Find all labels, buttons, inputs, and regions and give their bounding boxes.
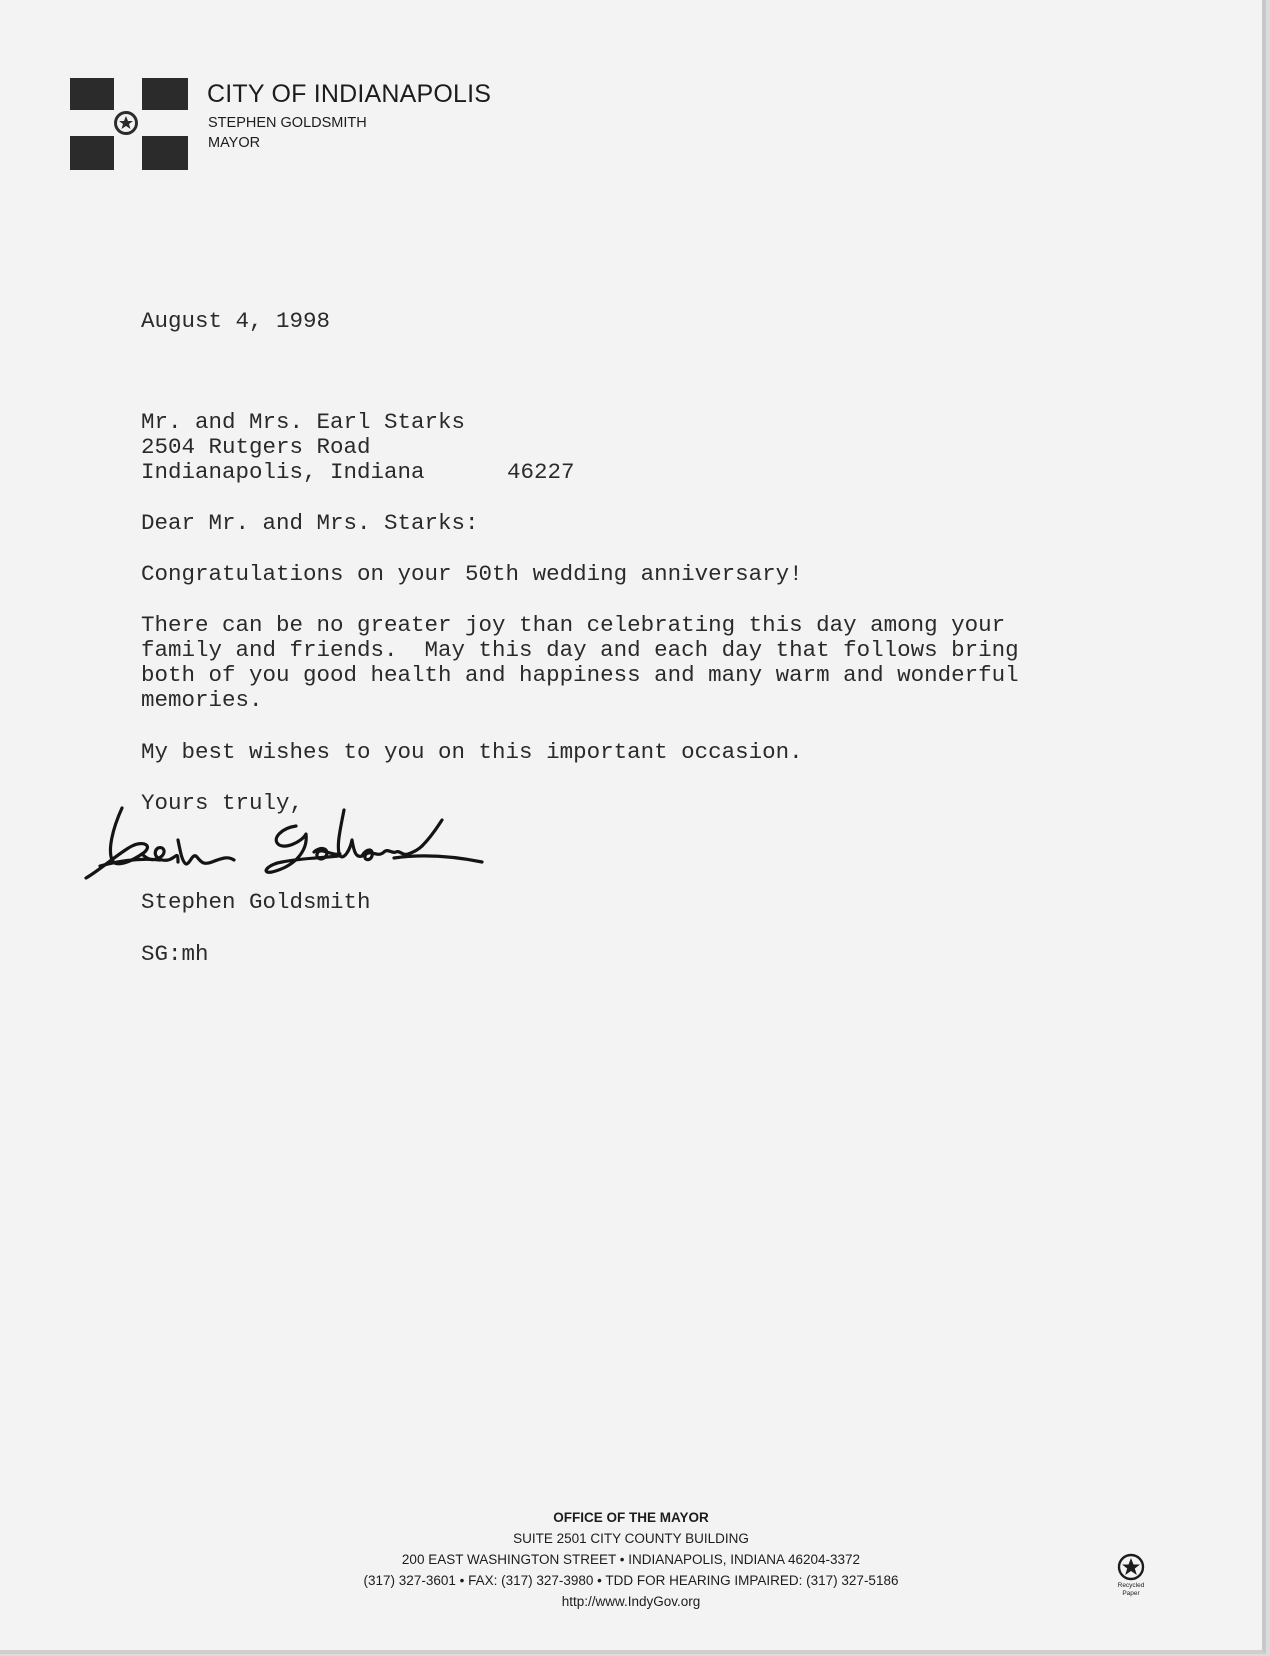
footer-phones: (317) 327-3601 • FAX: (317) 327-3980 • TDD FOR HEARING IMPAIRED: (317) 327-5186 [363, 1573, 899, 1588]
mayor-title: MAYOR [208, 135, 261, 151]
recipient-name: Mr. and Mrs. Earl Starks [141, 409, 466, 435]
recipient-city-state: Indianapolis, Indiana [141, 459, 425, 485]
closing: Yours truly, [141, 790, 304, 816]
mayor-name: STEPHEN GOLDSMITH [208, 115, 367, 131]
paragraph-line: There can be no greater joy than celebrating this day among your [141, 612, 1006, 638]
recipient-zip: 46227 [507, 459, 575, 485]
paragraph-line: family and friends. May this day and each day that follows bring [141, 637, 1019, 663]
footer-street: 200 EAST WASHINGTON STREET • INDIANAPOLIS, INDIANA 46204-3372 [401, 1552, 861, 1567]
recycled-label: Paper [1122, 1590, 1140, 1597]
signer-name: Stephen Goldsmith [141, 889, 371, 915]
footer-office: OFFICE OF THE MAYOR [553, 1510, 709, 1525]
paragraph-best-wishes: My best wishes to you on this important occasion. [141, 739, 803, 765]
city-flag-logo-icon [70, 78, 188, 170]
recipient-street: 2504 Rutgers Road [141, 434, 371, 460]
paragraph-line: memories. [141, 687, 263, 713]
footer-suite: SUITE 2501 CITY COUNTY BUILDING [513, 1531, 749, 1546]
recycled-label: Recycled [1117, 1582, 1145, 1589]
handwritten-signature [82, 800, 502, 910]
typist-initials: SG:mh [141, 941, 209, 967]
footer-website: http://www.IndyGov.org [561, 1594, 701, 1609]
recycled-paper-icon [1113, 1553, 1149, 1599]
city-name: CITY OF INDIANAPOLIS [207, 80, 492, 108]
paragraph-line: both of you good health and happiness and many warm and wonderful [141, 662, 1019, 688]
letter-date: August 4, 1998 [141, 308, 331, 334]
paragraph-congratulations: Congratulations on your 50th wedding anniversary! [141, 561, 803, 587]
salutation: Dear Mr. and Mrs. Starks: [141, 510, 479, 536]
